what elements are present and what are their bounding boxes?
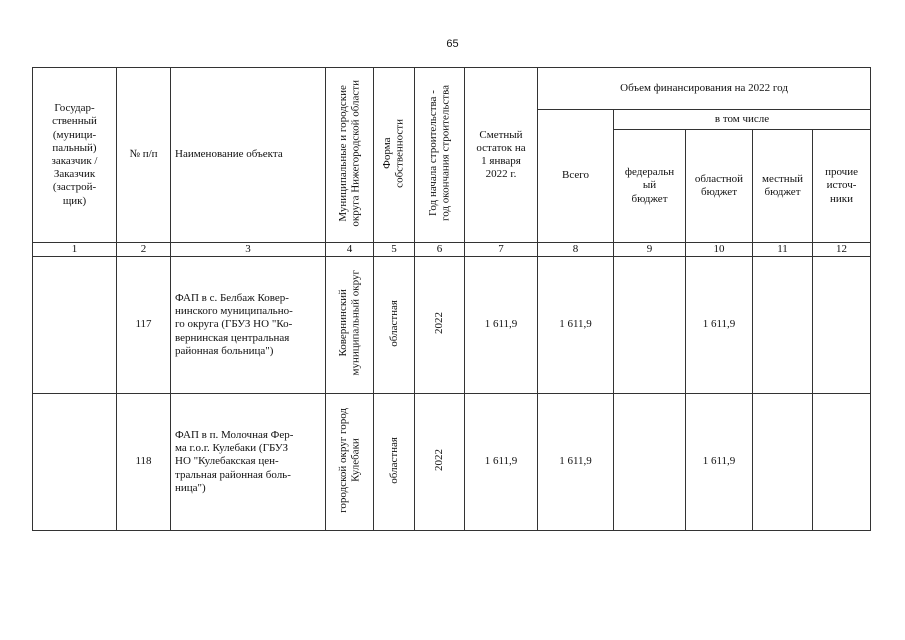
cell-local <box>753 394 813 531</box>
cell-num: 118 <box>117 394 171 531</box>
header-ownership: Форма собственности <box>374 68 415 243</box>
cell-district: городской округ город Кулебаки <box>326 394 374 531</box>
header-estimate: Сметный остаток на 1 января 2022 г. <box>465 68 538 243</box>
header-customer: Государ- ственный (муници- пальный) заказчик / Заказчик (застрой- щик) <box>33 68 117 243</box>
column-number: 10 <box>686 243 753 257</box>
column-number: 9 <box>614 243 686 257</box>
cell-estimate: 1 611,9 <box>465 257 538 394</box>
cell-object-name: ФАП в п. Молочная Фер- ма г.о.г. Кулебаки (ГБУЗ НО "Кулебакская цен- тральная районная боль- ница") <box>171 394 326 531</box>
header-funding-group: Объем финансирования на 2022 год <box>538 68 871 110</box>
header-regional: областной бюджет <box>686 130 753 243</box>
column-number: 6 <box>415 243 465 257</box>
header-including: в том числе <box>614 110 871 130</box>
cell-ownership: областная <box>374 257 415 394</box>
column-number: 8 <box>538 243 614 257</box>
cell-years: 2022 <box>415 394 465 531</box>
cell-district: Ковернинский муниципальный округ <box>326 257 374 394</box>
cell-total: 1 611,9 <box>538 257 614 394</box>
header-object-name: Наименование объекта <box>171 68 326 243</box>
cell-customer <box>33 394 117 531</box>
column-number: 12 <box>813 243 871 257</box>
column-number: 11 <box>753 243 813 257</box>
header-local: местный бюджет <box>753 130 813 243</box>
header-district: Муниципальные и городские округа Нижегородской области <box>326 68 374 243</box>
column-number-row <box>33 243 871 257</box>
table-row <box>33 394 871 531</box>
header-other: прочие источ- ники <box>813 130 871 243</box>
cell-federal <box>614 394 686 531</box>
column-number: 7 <box>465 243 538 257</box>
cell-local <box>753 257 813 394</box>
cell-regional: 1 611,9 <box>686 257 753 394</box>
table-row <box>33 257 871 394</box>
column-number: 1 <box>33 243 117 257</box>
column-number: 2 <box>117 243 171 257</box>
page-number: 65 <box>446 38 459 50</box>
header-total: Всего <box>538 110 614 243</box>
cell-other <box>813 394 871 531</box>
cell-object-name: ФАП в с. Белбаж Ковер- нинского муниципально- го округа (ГБУЗ НО "Ко- вернинская центральная районная больница") <box>171 257 326 394</box>
header-num: № п/п <box>117 68 171 243</box>
financing-table <box>32 67 871 531</box>
column-number: 4 <box>326 243 374 257</box>
cell-num: 117 <box>117 257 171 394</box>
cell-customer <box>33 257 117 394</box>
cell-other <box>813 257 871 394</box>
column-number: 3 <box>171 243 326 257</box>
header-years: Год начала строительства - год окончания строительства <box>415 68 465 243</box>
header-federal: федеральн ый бюджет <box>614 130 686 243</box>
cell-years: 2022 <box>415 257 465 394</box>
cell-estimate: 1 611,9 <box>465 394 538 531</box>
cell-total: 1 611,9 <box>538 394 614 531</box>
cell-federal <box>614 257 686 394</box>
cell-ownership: областная <box>374 394 415 531</box>
column-number: 5 <box>374 243 415 257</box>
cell-regional: 1 611,9 <box>686 394 753 531</box>
